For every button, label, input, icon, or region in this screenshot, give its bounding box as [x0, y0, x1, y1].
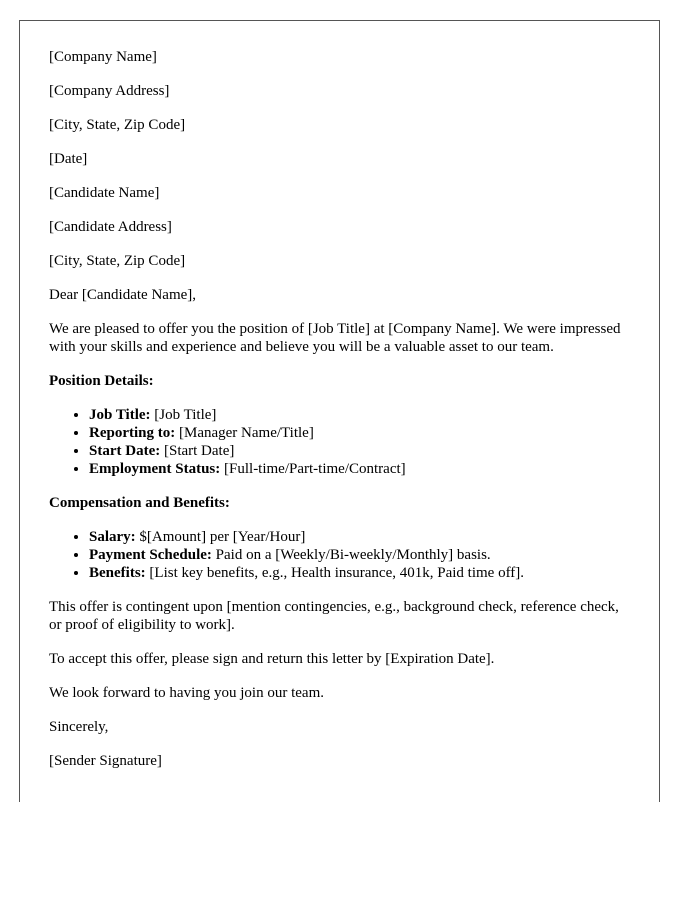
compensation-list: [49, 528, 630, 582]
item-value: Paid on a [Weekly/Bi-weekly/Monthly] basis.: [211, 547, 491, 563]
item-label: Benefits:: [89, 565, 146, 581]
letter-date: [Date]: [49, 151, 88, 167]
position-details-list: [49, 406, 630, 478]
candidate-name: [Candidate Name]: [49, 185, 160, 201]
item-value: [Job Title]: [150, 407, 217, 423]
item-value: [Full-time/Part-time/Contract]: [220, 461, 406, 477]
list-item: [89, 564, 630, 582]
item-value: [Manager Name/Title]: [175, 425, 314, 441]
candidate-city-state-zip: [City, State, Zip Code]: [49, 253, 186, 269]
list-item: [89, 546, 630, 564]
company-address: [Company Address]: [49, 83, 170, 99]
company-name: [Company Name]: [49, 49, 157, 65]
item-label: Employment Status:: [89, 461, 221, 477]
closing-paragraph: We look forward to having you join our team.: [49, 685, 324, 701]
compensation-heading: Compensation and Benefits:: [49, 495, 230, 511]
item-value: $[Amount] per [Year/Hour]: [135, 529, 306, 545]
candidate-address: [Candidate Address]: [49, 219, 172, 235]
list-item: [89, 442, 630, 460]
item-value: [Start Date]: [160, 443, 235, 459]
item-label: Salary:: [89, 529, 136, 545]
list-item: [89, 460, 630, 478]
list-item: [89, 424, 630, 442]
intro-paragraph: We are pleased to offer you the position of [Job Title] at [Company Name]. We were impressed with your skills and experience and believe you will be a valuable asset to our team.: [49, 321, 621, 355]
salutation: Dear [Candidate Name],: [49, 287, 197, 303]
item-label: Job Title:: [89, 407, 151, 423]
acceptance-paragraph: To accept this offer, please sign and return this letter by [Expiration Date].: [49, 651, 495, 667]
sender-signature: [Sender Signature]: [49, 753, 162, 769]
list-item: [89, 528, 630, 546]
list-item: [89, 406, 630, 424]
contingency-paragraph: This offer is contingent upon [mention contingencies, e.g., background check, reference check, or proof of eligibility to work].: [49, 599, 619, 633]
item-label: Start Date:: [89, 443, 161, 459]
sign-off: Sincerely,: [49, 719, 109, 735]
item-label: Payment Schedule:: [89, 547, 212, 563]
offer-letter: [19, 20, 660, 802]
item-label: Reporting to:: [89, 425, 176, 441]
company-city-state-zip: [City, State, Zip Code]: [49, 117, 186, 133]
position-details-heading: Position Details:: [49, 373, 154, 389]
item-value: [List key benefits, e.g., Health insurance, 401k, Paid time off].: [145, 565, 525, 581]
